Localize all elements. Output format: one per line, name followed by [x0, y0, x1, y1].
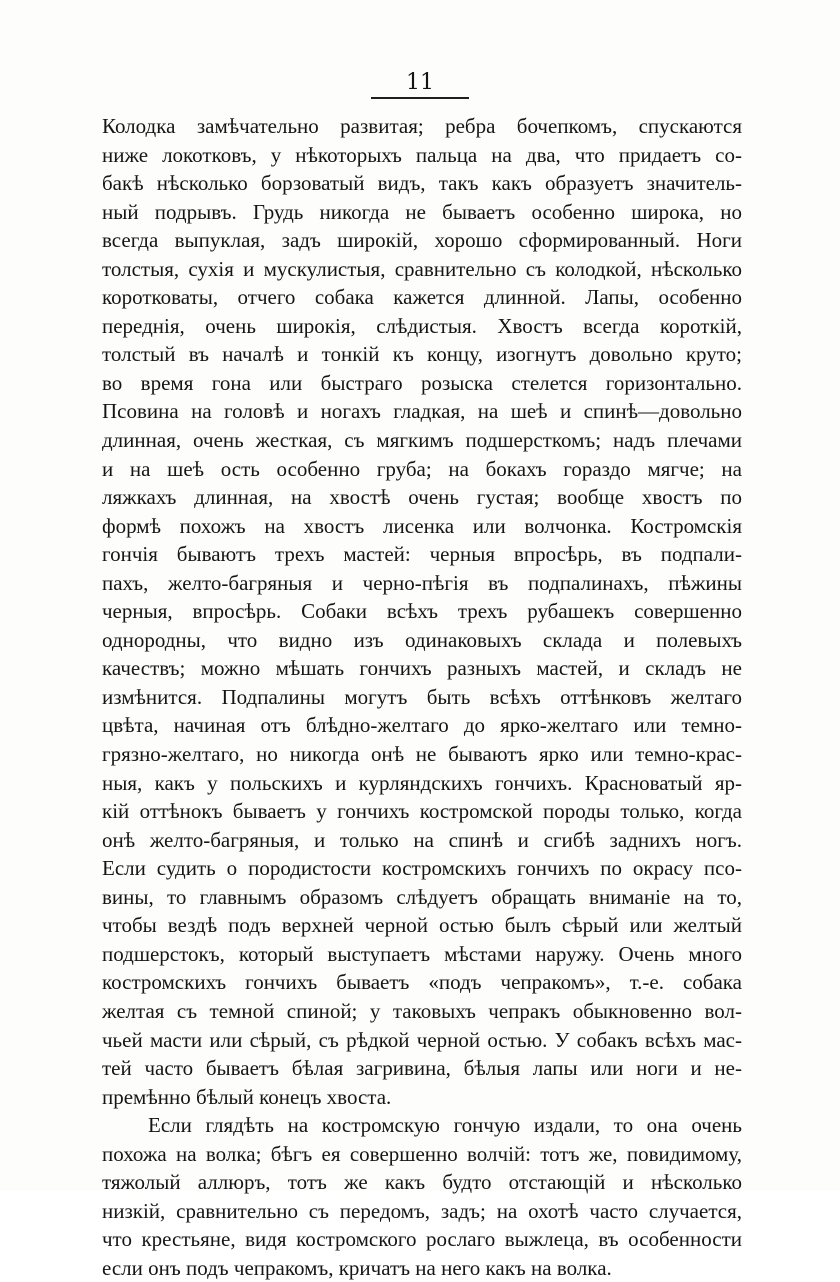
text-line: чьей масти или сѣрый, съ рѣдкой черной остью. У собакъ всѣхъ мас-: [102, 1027, 742, 1052]
text-line: грязно-желтаго, но никогда онѣ не бываютъ ярко или темно-крас-: [102, 742, 742, 767]
text-line: бакѣ нѣсколько борзоватый видъ, такъ какъ образуетъ значитель-: [102, 171, 742, 196]
text-line: цвѣта, начиная отъ блѣдно-желтаго до ярко-желтаго или темно-: [102, 713, 742, 738]
text-line: ный подрывъ. Грудь никогда не бываетъ особенно широка, но: [102, 199, 742, 224]
text-line: и на шеѣ ость особенно груба; на бокахъ гораздо мягче; на: [102, 456, 742, 481]
text-line: качествъ; можно мѣшать гончихъ разныхъ мастей, и складъ не: [102, 656, 742, 681]
text-line: ныя, какъ у польскихъ и курляндскихъ гончихъ. Красноватый яр-: [102, 770, 742, 795]
text-line: что крестьяне, видя костромского рослаго выжлеца, въ особенности: [102, 1227, 742, 1252]
text-line: Колодка замѣчательно развитая; ребра бочепкомъ, спускаются: [102, 114, 742, 138]
text-line: Если судить о породистости костромскихъ гончихъ по окрасу псо-: [102, 856, 742, 881]
text-line: длинная, очень жесткая, съ мягкимъ подшерсткомъ; надъ плечами: [102, 428, 742, 453]
page-number: 11: [406, 70, 434, 95]
text-line: подшерстокъ, который выступаетъ мѣстами наружу. Очень много: [102, 941, 742, 966]
text-line: если онъ подъ чепракомъ, кричатъ на него какъ на волка.: [102, 1255, 612, 1280]
text-line: костромскихъ гончихъ бываетъ «подъ чепракомъ», т.-е. собака: [102, 970, 742, 995]
paragraph: [102, 1111, 742, 1282]
text-line: черныя, впросѣрь. Собаки всѣхъ трехъ рубашекъ совершенно: [102, 599, 742, 624]
text-line: пахъ, желто-багряныя и черно-пѣгія въ подпалинахъ, пѣжины: [102, 570, 742, 595]
text-line: чтобы вездѣ подъ верхней черной остью былъ сѣрый или желтый: [102, 913, 742, 938]
text-line: гончія бываютъ трехъ мастей: черныя впросѣрь, въ подпали-: [102, 542, 742, 567]
text-line: Псовина на головѣ и ногахъ гладкая, на шеѣ и спинѣ—довольно: [102, 399, 742, 424]
text-line: вины, то главнымъ образомъ слѣдуетъ обращать вниманіе на то,: [102, 884, 742, 909]
text-line: онѣ желто-багряныя, и только на спинѣ и сгибѣ заднихъ ногъ.: [102, 827, 742, 852]
text-line: во время гона или быстраго розыска стелется горизонтально.: [102, 370, 742, 395]
text-line: тей часто бываетъ бѣлая загривина, бѣлыя лапы или ноги и не-: [102, 1056, 742, 1081]
text-line: ниже локотковъ, у нѣкоторыхъ пальца на два, что придаетъ со-: [102, 142, 742, 167]
text-line: тяжолый аллюръ, тотъ же какъ будто отстающій и нѣсколько: [102, 1170, 742, 1195]
text-line: низкій, сравнительно съ передомъ, задъ; на охотѣ часто случается,: [102, 1198, 742, 1223]
text-line: коротковаты, отчего собака кажется длинной. Лапы, особенно: [102, 285, 742, 310]
page-number-rule: [371, 97, 469, 99]
paragraph: [102, 112, 742, 1111]
text-line: измѣнится. Подпалины могутъ быть всѣхъ оттѣнковъ желтаго: [102, 684, 742, 709]
text-line: ляжкахъ длинная, на хвостѣ очень густая; вообще хвостъ по: [102, 485, 742, 510]
text-line: однородны, что видно изъ одинаковыхъ склада и полевыхъ: [102, 627, 742, 652]
text-line: похожа на волка; бѣгъ ея совершенно волчій: тотъ же, повидимому,: [102, 1141, 742, 1166]
text-line: премѣнно бѣлый конецъ хвоста.: [102, 1084, 392, 1109]
text-line: кій оттѣнокъ бываетъ у гончихъ костромской породы только, когда: [102, 799, 742, 824]
text-line: толстый въ началѣ и тонкій къ концу, изогнутъ довольно круто;: [102, 342, 742, 367]
text-line: формѣ похожъ на хвостъ лисенка или волчонка. Костромскія: [102, 513, 742, 538]
text-line: толстыя, сухія и мускулистыя, сравнительно съ колодкой, нѣсколько: [102, 256, 742, 281]
text-line: всегда выпуклая, задъ широкій, хорошо сформированный. Ноги: [102, 228, 742, 253]
text-line: Если глядѣть на костромскую гончую издали, то она очень: [148, 1113, 742, 1138]
text-line: переднія, очень широкія, слѣдистыя. Хвостъ всегда короткій,: [102, 313, 742, 338]
body-text: [102, 112, 742, 1282]
text-line: желтая съ темной спиной; у таковыхъ чепракъ обыкновенно вол-: [102, 998, 742, 1023]
